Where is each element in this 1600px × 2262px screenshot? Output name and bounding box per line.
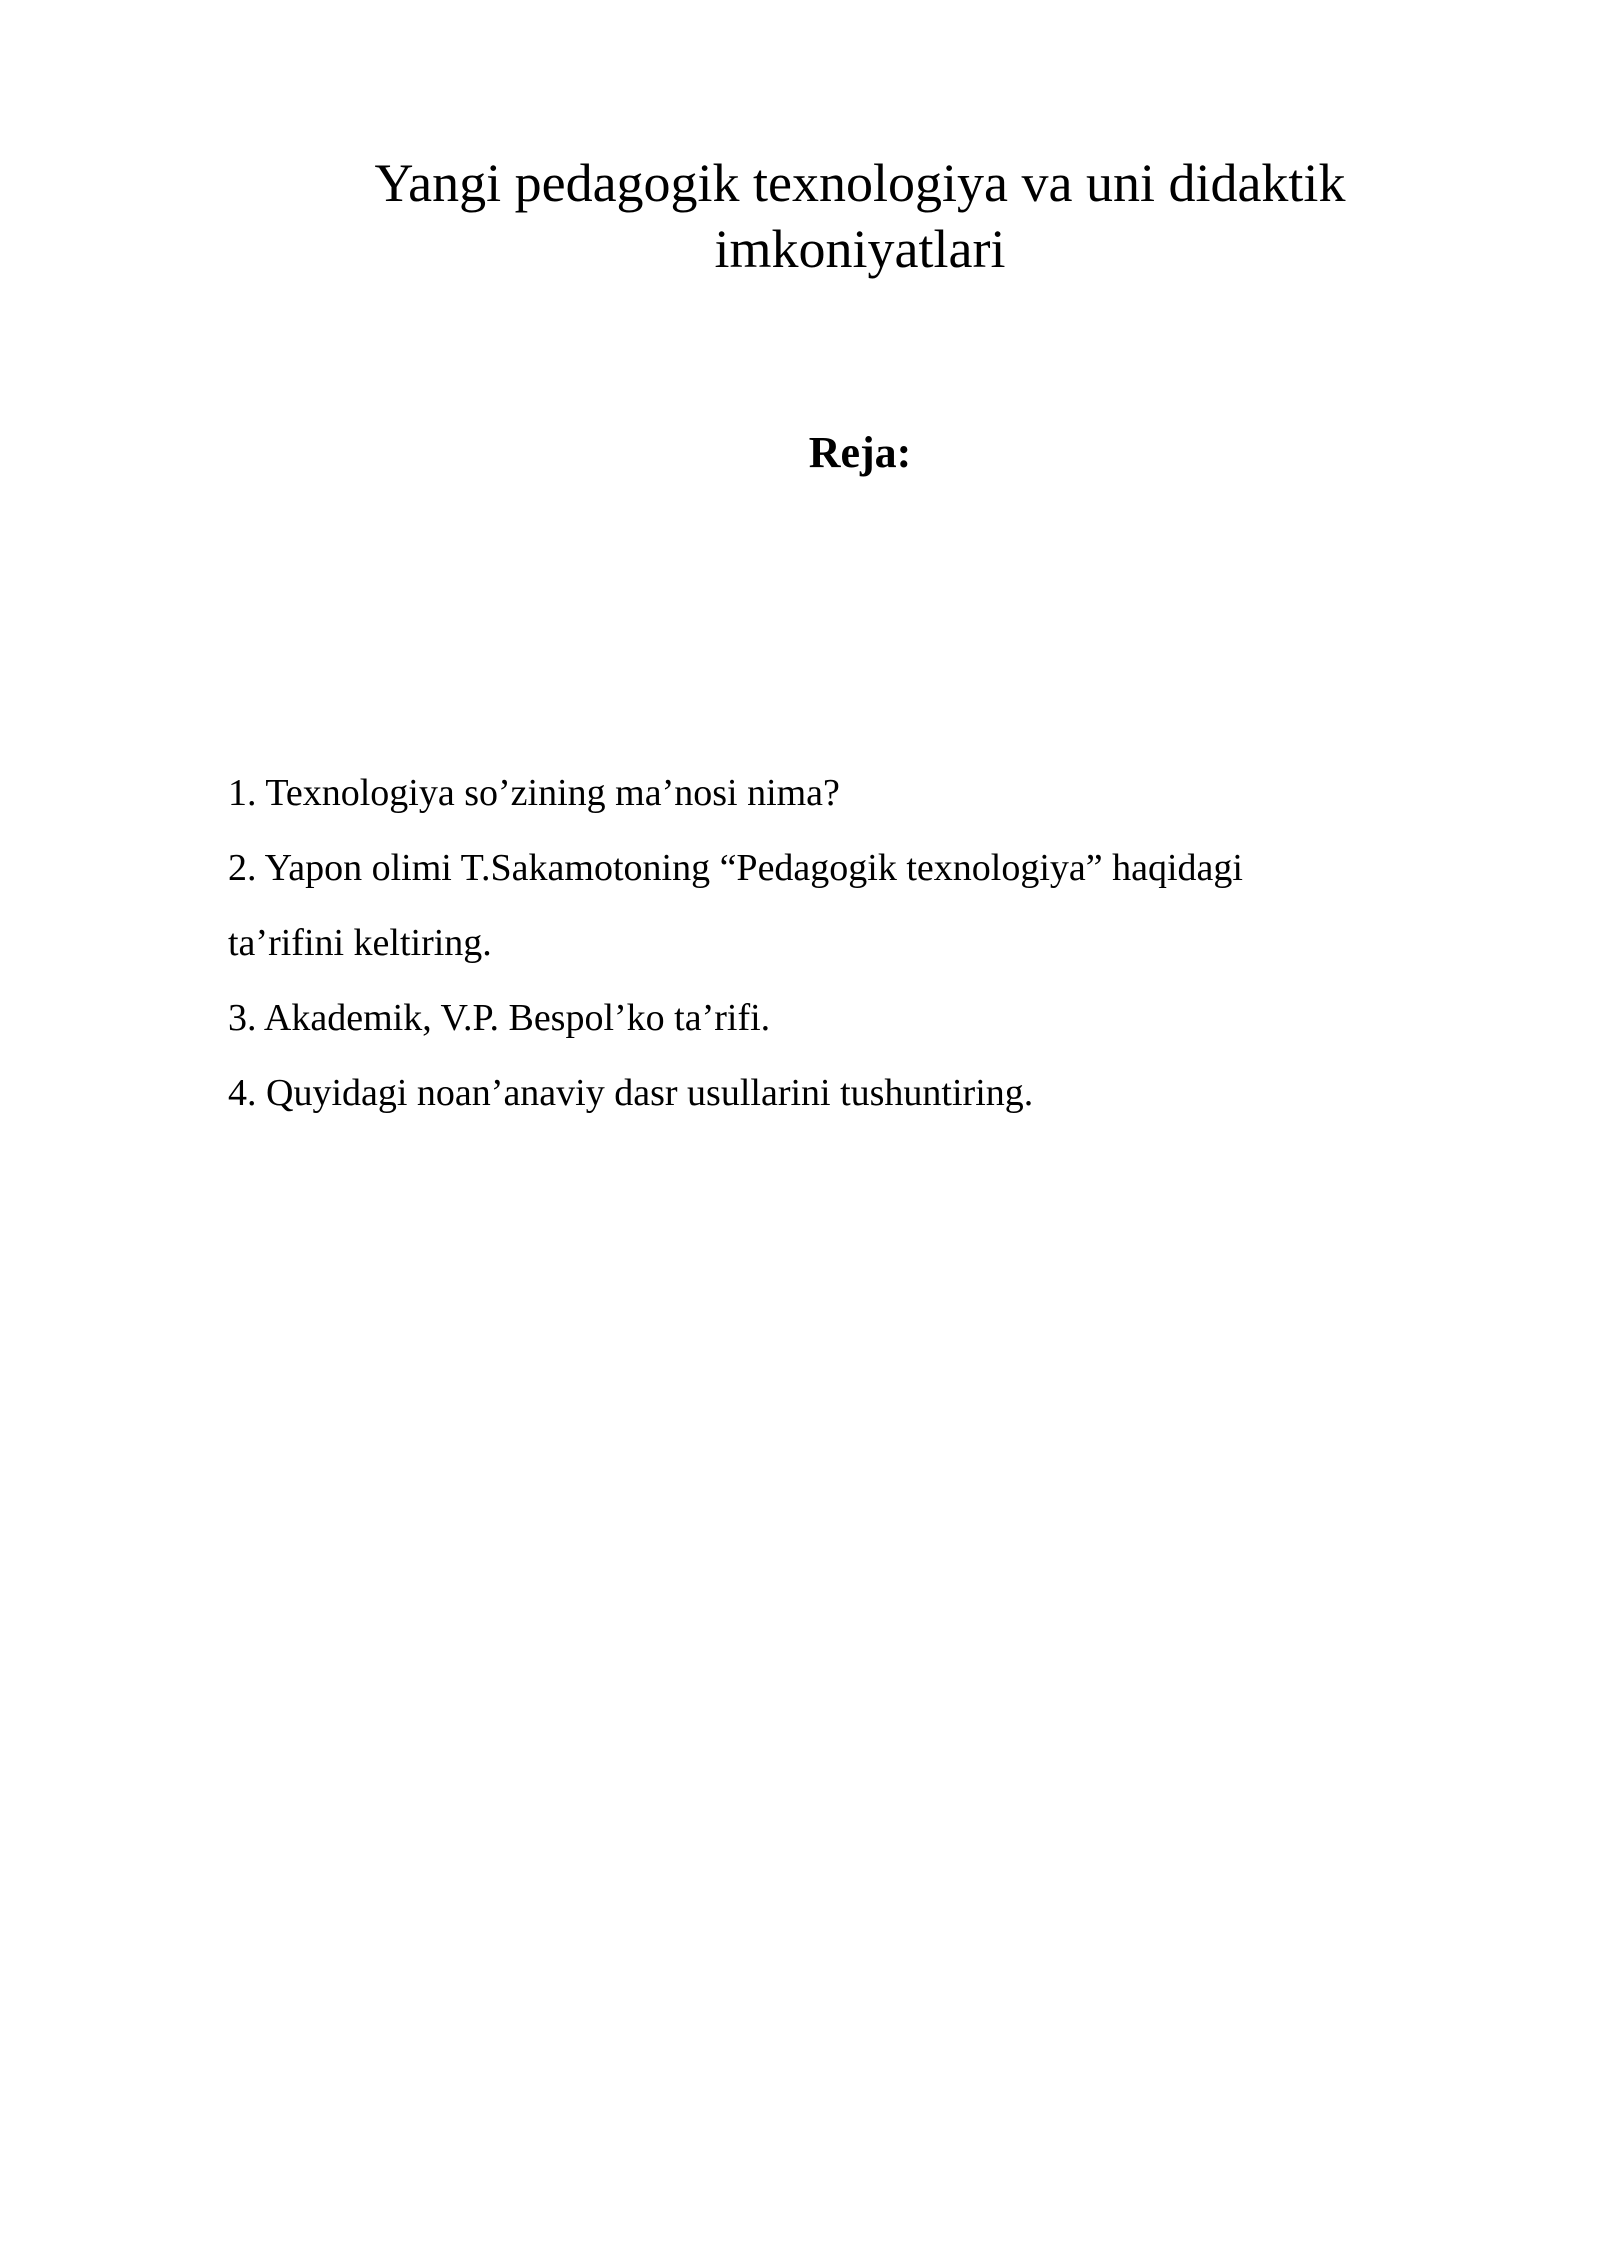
plan-heading: Reja:	[808, 428, 912, 477]
plan-item-3: 3. Akademik, V.P. Bespol’ko ta’rifi.	[228, 997, 771, 1039]
title-line-2: imkoniyatlari	[714, 219, 1006, 279]
plan-item-2-continuation: ta’rifini keltiring.	[228, 922, 492, 964]
plan-list	[228, 756, 1418, 1131]
title-line-1: Yangi pedagogik texnologiya va uni didaktik	[374, 153, 1346, 213]
plan-item-2: 2. Yapon olimi T.Sakamotoning “Pedagogik texnologiya” haqidagi	[228, 847, 1243, 889]
plan-item-1: 1. Texnologiya so’zining ma’nosi nima?	[228, 772, 840, 814]
plan-item-4: 4. Quyidagi noan’anaviy dasr usullarini tushuntiring.	[228, 1072, 1034, 1114]
document-title	[300, 150, 1420, 282]
